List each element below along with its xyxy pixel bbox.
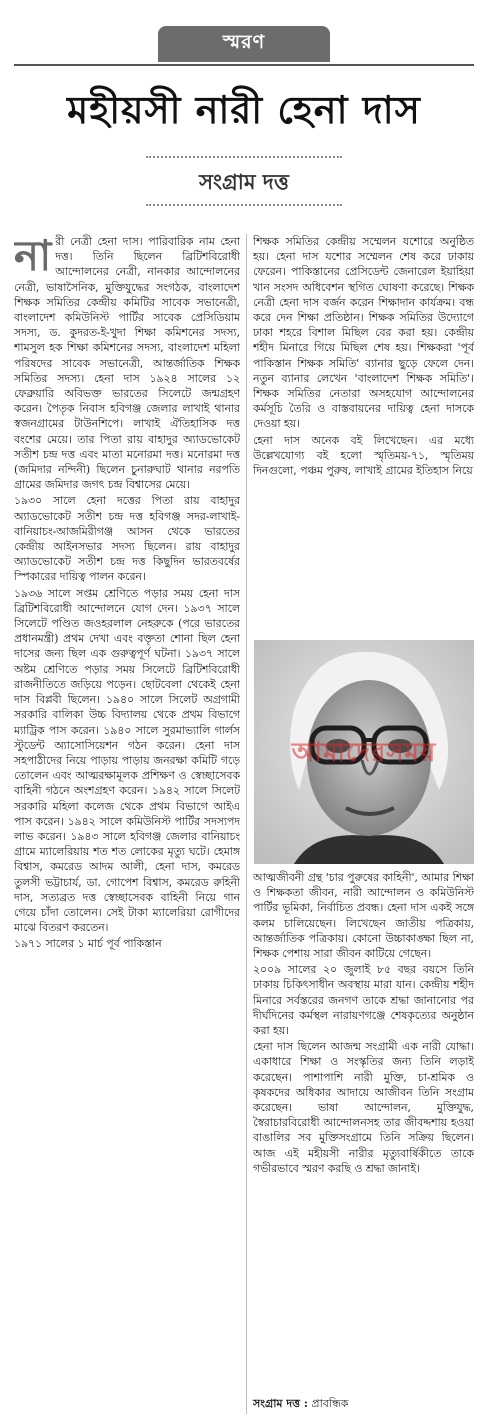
article-paragraph: নারী নেত্রী হেনা দাস। পারিবারিক নাম হেনা দত্ত। তিনি ছিলেন ব্রিটিশবিরোধী আন্দোলনের নেত্রী, নানকার আন্দোলনের নেত্রী, ভাষাসৈনিক, মুক্তিযুদ্ধের সংগঠক, বাংলাদেশ শিক্ষক সমিতির কেন্দ্রীয় কমিটির সাবেক সভানেত্রী, বাংলাদেশ কমিউনিস্ট পার্টির সাবেক প্রেসিডিয়াম সদস্য, ড. কুদরত-ই-খুদা শিক্ষা কমিশনের সদস্য, শামসুল হক শিক্ষা কমিশনের সদস্য, বাংলাদেশ মহিলা পরিষদের সাবেক সভানেত্রী, আন্তর্জাতিক শিক্ষক সমিতির সদস্য। হেনা দাস ১৯২৪ সালের ১২ ফেব্রুয়ারি অবিভক্ত ভারতের সিলেটে জন্মগ্রহণ করেন। পৈতৃক নিবাস হবিগঞ্জ জেলার লাখাই থানার স্বজনগ্রামের টাউনশিপে। লাখাই ঐতিহাসিক দত্ত বংশের মেয়ে। তার পিতা রায় বাহাদুর অ্যাডভোকেট সতীশ চন্দ্র দত্ত এবং মাতা মনোরমা দত্ত। মনোরমা দত্ত (জমিদার নন্দিনী) ছিলেন চুনারুঘাট থানার নরপতি গ্রামের জমিদার জগৎ চন্দ্র বিশ্বাসের মেয়ে।	[14, 234, 240, 492]
article-headline: মহীয়সী নারী হেনা দাস	[67, 88, 421, 132]
article-column-right-bottom	[253, 870, 474, 1390]
article-column-left	[14, 234, 240, 1418]
author-credit	[253, 1396, 474, 1411]
article-paragraph: হেনা দাস অনেক বই লিখেছেন। এর মধ্যে উল্লেখযোগ্য বই হলো স্মৃতিময়-৭১, স্মৃতিময় দিনগুলো, পঞ্চম পুরুষ, লাখাই গ্রামের ইতিহাস নিয়ে	[253, 433, 474, 478]
article-paragraph: শিক্ষক সমিতির কেন্দ্রীয় সম্মেলন যশোরে অনুষ্ঠিত হয়। হেনা দাস যশোর সম্মেলন শেষ করে ঢাকায় ফেরেন। পাকিস্তানের প্রেসিডেন্ট জেনারেল ইয়াহিয়া খান সংসদ অধিবেশন স্থগিত ঘোষণা করেছে। শিক্ষক নেত্রী হেনা দাস বর্জন করেন শিক্ষাদান কার্যক্রম। বন্ধ করে দেন শিক্ষা প্রতিষ্ঠান। শিক্ষক সমিতির উদ্যোগে ঢাকা শহরে বিশাল মিছিল বের করা হয়। কেন্দ্রীয় শহীদ মিনারে গিয়ে মিছিল শেষ হয়। শিক্ষকরা 'পূর্ব পাকিস্তান শিক্ষক সমিতি' ব্যানার ছুড়ে ফেলে দেন। নতুন ব্যানার লেখেন 'বাংলাদেশ শিক্ষক সমিতি'। শিক্ষক সমিতির নেতারা অসহযোগ আন্দোলনের কর্মসূচি তৈরি ও বাস্তবায়নের দায়িত্ব হেনা দাসকে দেওয়া হয়।	[253, 235, 474, 431]
section-label: স্মরণ	[158, 26, 330, 62]
article-paragraph: ১৯৩০ সালে হেনা দত্তের পিতা রায় বাহাদুর অ্যাডভোকেট সতীশ চন্দ্র দত্ত হবিগঞ্জ সদর-লাখাই-বানিয়াচং-আজমিরীগঞ্জ আসন থেকে ভারতের কেন্দ্রীয় আইনসভার সদস্য ছিলেন। রায় বাহাদুর অ্যাডভোকেট সতীশ চন্দ্র দত্ত কিছুদিন ভারতবর্ষের স্পিকারের দায়িত্ব পালন করেন।	[14, 494, 240, 584]
header-rule	[14, 64, 474, 66]
article-paragraph: ২০০৯ সালের ২০ জুলাই ৮৫ বছর বয়সে তিনি ঢাকায় চিকিৎসাধীন অবস্থায় মারা যান। কেন্দ্রীয় শহীদ মিনারে সর্বস্তরের জনগণ তাকে শ্রদ্ধা জানানোর পর দীর্ঘদিনের কর্মস্থল নারায়ণগঞ্জে শেষকৃত্যের অনুষ্ঠান করা হয়।	[253, 963, 474, 1038]
author-credit-role: প্রাবন্ধিক	[311, 1397, 349, 1410]
portrait-photo	[254, 640, 474, 864]
column-divider	[246, 234, 247, 1414]
drop-cap: না	[14, 234, 52, 280]
article-column-right-top	[253, 234, 474, 631]
article-paragraph: আত্মজীবনী গ্রন্থ 'চার পুরুষের কাহিনী', আমার শিক্ষা ও শিক্ষকতা জীবন, নারী আন্দোলন ও কমিউনিস্ট পার্টির ভূমিকা, নির্বাচিত প্রবন্ধ। হেনা দাস একই সঙ্গে কলম চালিয়েছেন। লিখেছেন জাতীয় পত্রিকায়, আন্তর্জাতিক পত্রিকায়। কোনো উচ্চাকাঙ্ক্ষা ছিল না, শিক্ষক পেশায় সারা জীবন কাটিয়ে গেছেন।	[253, 871, 474, 961]
article-paragraph: ১৯৭১ সালের ১ মার্চ পূর্ব পাকিস্তান	[14, 937, 162, 951]
article-paragraph: হেনা দাস ছিলেন আজন্ম সংগ্রামী এক নারী যোদ্ধা। একাধারে শিক্ষা ও সংস্কৃতির জন্য তিনি লড়াই করেছেন। পাশাপাশি নারী মুক্তি, চা-শ্রমিক ও কৃষকদের অধিকার আদায়ে আজীবন তিনি সংগ্রাম করেছেন। ভাষা আন্দোলন, মুক্তিযুদ্ধ, স্বৈরাচারবিরোধী আন্দোলনসহ তার জীবদ্দশায় হওয়া বাঙালির সব মুক্তিসংগ্রামে তিনি সক্রিয় ছিলেন। আজ এই মহীয়সী নারীর মৃত্যুবার্ষিকীতে তাকে গভীরভাবে স্মরণ করছি ও শ্রদ্ধা জানাই।	[253, 1040, 474, 1175]
article-paragraph: ১৯৩৬ সালে সপ্তম শ্রেণিতে পড়ার সময় হেনা দাস ব্রিটিশবিরোধী আন্দোলনে যোগ দেন। ১৯৩৭ সালে সিলেটে পণ্ডিত জওহরলাল নেহরুকে (পরে ভারতের প্রধানমন্ত্রী) প্রথম দেখা এবং বক্তৃতা শোনা ছিল হেনা দাসের জন্য ছিল এক গুরুত্বপূর্ণ ঘটনা। ১৯৩৭ সালে অষ্টম শ্রেণিতে পড়ার সময় সিলেটে ব্রিটিশবিরোধী রাজনীতিতে জড়িয়ে পড়েন। ছোটবেলা থেকেই হেনা দাস বিপ্লবী ছিলেন। ১৯৪০ সালে সিলেট অগ্রগামী সরকারি বালিকা উচ্চ বিদ্যালয় থেকে প্রথম বিভাগে ম্যাট্রিক পাস করেন। ১৯৪০ সালে সুরমাভ্যালি গার্লস স্টুডেন্ট অ্যাসোসিয়েশন গঠন করেন। হেনা দাস সহপাঠীদের নিয়ে পাড়ায় পাড়ায় জনরক্ষা কমিটি গড়ে তোলেন এবং আত্মরক্ষামূলক প্রশিক্ষণ ও স্বেচ্ছাসেবক বাহিনী গঠনে অংশগ্রহণ করেন। ১৯৪২ সালে সিলেট সরকারি মহিলা কলেজ থেকে প্রথম বিভাগে আইএ পাস করেন। ১৯৪২ সালে কমিউনিস্ট পার্টির সদস্যপদ লাভ করেন। ১৯৪৩ সালে হবিগঞ্জ জেলার বানিয়াচং গ্রামে ম্যালেরিয়ায় শত শত লোকের মৃত্যু ঘটে। হেমাঙ্গ বিশ্বাস, কমরেড আদম আলী, হেনা দাস, কমরেড তুলসী ভট্টাচার্য, ডা. গোপেশ বিশ্বাস, কমরেড রুহিনী দাস, সত্যব্রত দত্ত স্বেচ্ছাসেবক বাহিনী নিয়ে গান গেয়ে চাঁদা তোলেন। সেই টাকা ম্যালেরিয়া রোগীদের মাঝে বিতরণ করতেন।	[14, 586, 240, 935]
author-credit-name: সংগ্রাম দত্ত :	[253, 1397, 308, 1410]
dotted-divider-top	[146, 156, 342, 158]
dotted-divider-bottom	[146, 204, 342, 206]
watermark-logo: আমাদেরসময়	[291, 738, 437, 768]
article-byline: সংগ্রাম দত্ত	[199, 170, 289, 194]
